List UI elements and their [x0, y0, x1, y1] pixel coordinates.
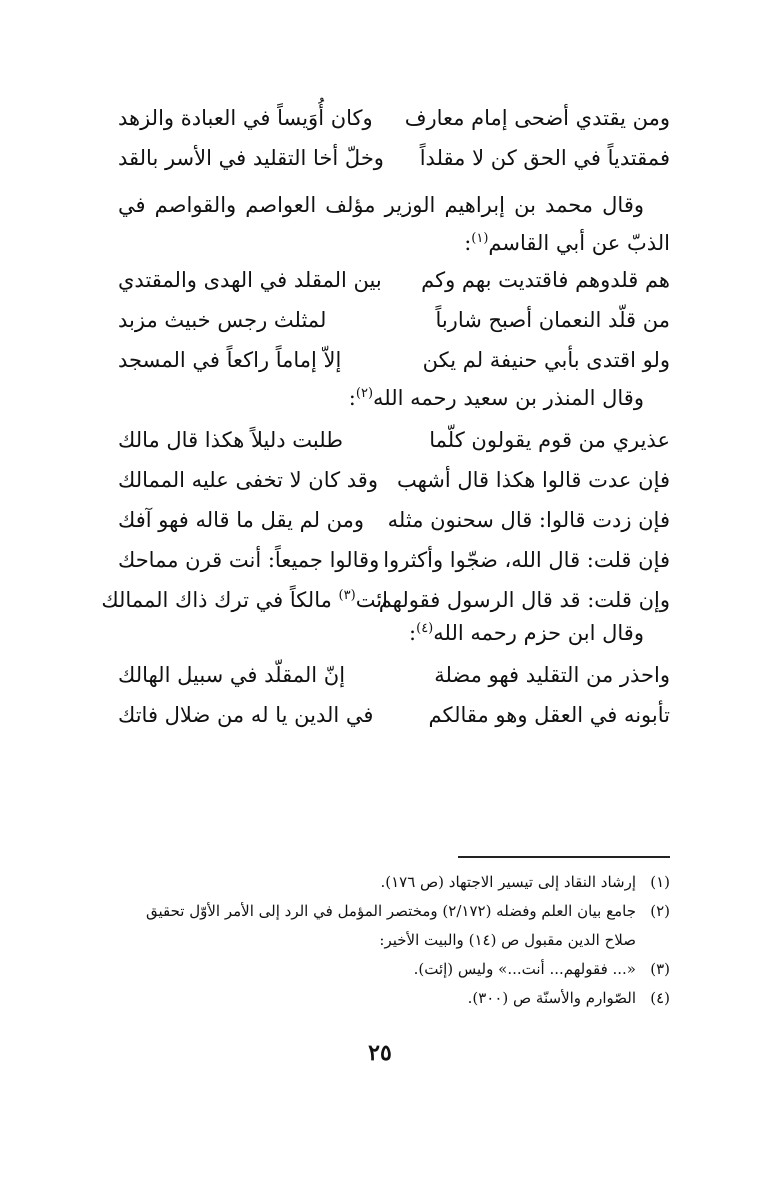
- verse-block-3: [101, 420, 670, 620]
- verse-second-hemistich: وكان أُوَيساً في العبادة والزهد: [118, 106, 373, 130]
- footnote-number: (٤): [650, 989, 670, 1007]
- verse-block-4: [118, 655, 670, 735]
- prose-colon: :: [464, 231, 472, 255]
- footnotes: [118, 868, 670, 1013]
- footnote-marker: (١): [471, 231, 489, 246]
- verse-first-hemistich: واحذر من التقليد فهو مضلة: [434, 663, 670, 687]
- prose-line: [118, 614, 670, 652]
- verse-first-hemistich: من قلّد النعمان أصبح شارباً: [435, 308, 670, 332]
- verse-row: [118, 340, 670, 380]
- verse-word: ائت: [355, 588, 388, 612]
- verse-second-hemistich: وقد كان لا تخفى عليه الممالك: [118, 468, 378, 492]
- footnote-marker: (٤): [416, 621, 434, 636]
- verse-row: [118, 500, 670, 540]
- prose-text: وقال ابن حزم رحمه الله: [433, 621, 644, 645]
- footnote-number: (٣): [650, 960, 670, 978]
- prose-colon: :: [348, 386, 356, 410]
- footnote-text: الصّوارم والأسنّة ص (٣٠٠).: [467, 989, 636, 1007]
- footnote-number: (١): [650, 873, 670, 891]
- verse-row: [118, 300, 670, 340]
- prose-paragraph-3: [118, 614, 670, 652]
- verse-row: [118, 655, 670, 695]
- footnote-item: [118, 955, 670, 984]
- verse-first-hemistich: فإن قلت: قال الله، ضجّوا وأكثروا: [383, 548, 670, 572]
- footnote-text: جامع بيان العلم وفضله (٢/١٧٢) ومختصر المؤمل في الرد إلى الأمر الأوّل تحقيق صلاح الدين مقبول ص (١٤) والبيت الأخير:: [145, 902, 636, 949]
- footnote-item: [118, 897, 670, 955]
- footnote-separator: [458, 856, 670, 858]
- verse-block-1: [118, 98, 670, 178]
- prose-paragraph-1: [118, 186, 670, 262]
- verse-second-hemistich: بين المقلد في الهدى والمقتدي: [118, 268, 382, 292]
- verse-first-hemistich: تأبونه في العقل وهو مقالكم: [428, 703, 670, 727]
- verse-second-hemistich: وخلّ أخا التقليد في الأسر بالقد: [118, 146, 384, 170]
- verse-block-2: [118, 260, 670, 380]
- prose-text: وقال المنذر بن سعيد رحمه الله: [373, 386, 644, 410]
- prose-text: وقال محمد بن إبراهيم الوزير مؤلف العواصم والقواصم في الذبّ عن أبي القاسم: [118, 193, 670, 255]
- prose-line: [118, 379, 670, 417]
- verse-second-hemistich: وقالوا جميعاً: أنت قرن مماحك: [118, 548, 380, 572]
- verse-second-hemistich: في الدين يا له من ضلال فاتك: [118, 703, 374, 727]
- verse-row: [118, 460, 670, 500]
- verse-second-hemistich: إلاّ إماماً راكعاً في المسجد: [118, 348, 342, 372]
- verse-first-hemistich: فإن زدت قالوا: قال سحنون مثله: [387, 508, 670, 532]
- verse-row: [118, 260, 670, 300]
- verse-first-hemistich: فمقتدياً في الحق كن لا مقلداً: [419, 146, 670, 170]
- footnote-marker: (٢): [355, 386, 374, 401]
- footnote-text: «... فقولهم... أنت...» وليس (إئت).: [413, 960, 636, 978]
- footnote-text: إرشاد النقاد إلى تيسير الاجتهاد (ص ١٧٦).: [380, 873, 636, 891]
- verse-row: [118, 98, 670, 138]
- footnote-item: [118, 984, 670, 1013]
- verse-first-hemistich: عذيري من قوم يقولون كلّما: [429, 428, 670, 452]
- verse-first-hemistich: وإن قلت: قد قال الرسول فقولهم: [378, 588, 670, 612]
- verse-first-hemistich: فإن عدت قالوا هكذا قال أشهب: [396, 468, 670, 492]
- verse-second-hemistich: طلبت دليلاً هكذا قال مالك: [118, 428, 343, 452]
- verse-second-hemistich: إنّ المقلّد في سبيل الهالك: [118, 663, 346, 687]
- footnote-marker: (٣): [338, 588, 356, 603]
- verse-first-hemistich: ومن يقتدي أضحى إمام معارف: [404, 106, 670, 130]
- footnote-number: (٢): [650, 902, 670, 920]
- verse-text: مالكاً في ترك ذاك الممالك: [101, 588, 339, 612]
- footnote-item: [118, 868, 670, 897]
- verse-second-hemistich: لمثلث رجس خبيث مزبد: [118, 308, 327, 332]
- page-number: ٢٥: [368, 1040, 392, 1066]
- verse-row: [118, 540, 670, 580]
- prose-colon: :: [409, 621, 417, 645]
- verse-row: [118, 138, 670, 178]
- prose-paragraph-2: [118, 379, 670, 417]
- verse-second-hemistich: ومن لم يقل ما قاله فهو آفك: [118, 508, 365, 532]
- verse-first-hemistich: هم قلدوهم فاقتديت بهم وكم: [421, 268, 670, 292]
- prose-line: [118, 186, 670, 262]
- verse-row: [118, 420, 670, 460]
- verse-row: [118, 695, 670, 735]
- verse-first-hemistich: ولو اقتدى بأبي حنيفة لم يكن: [422, 348, 670, 372]
